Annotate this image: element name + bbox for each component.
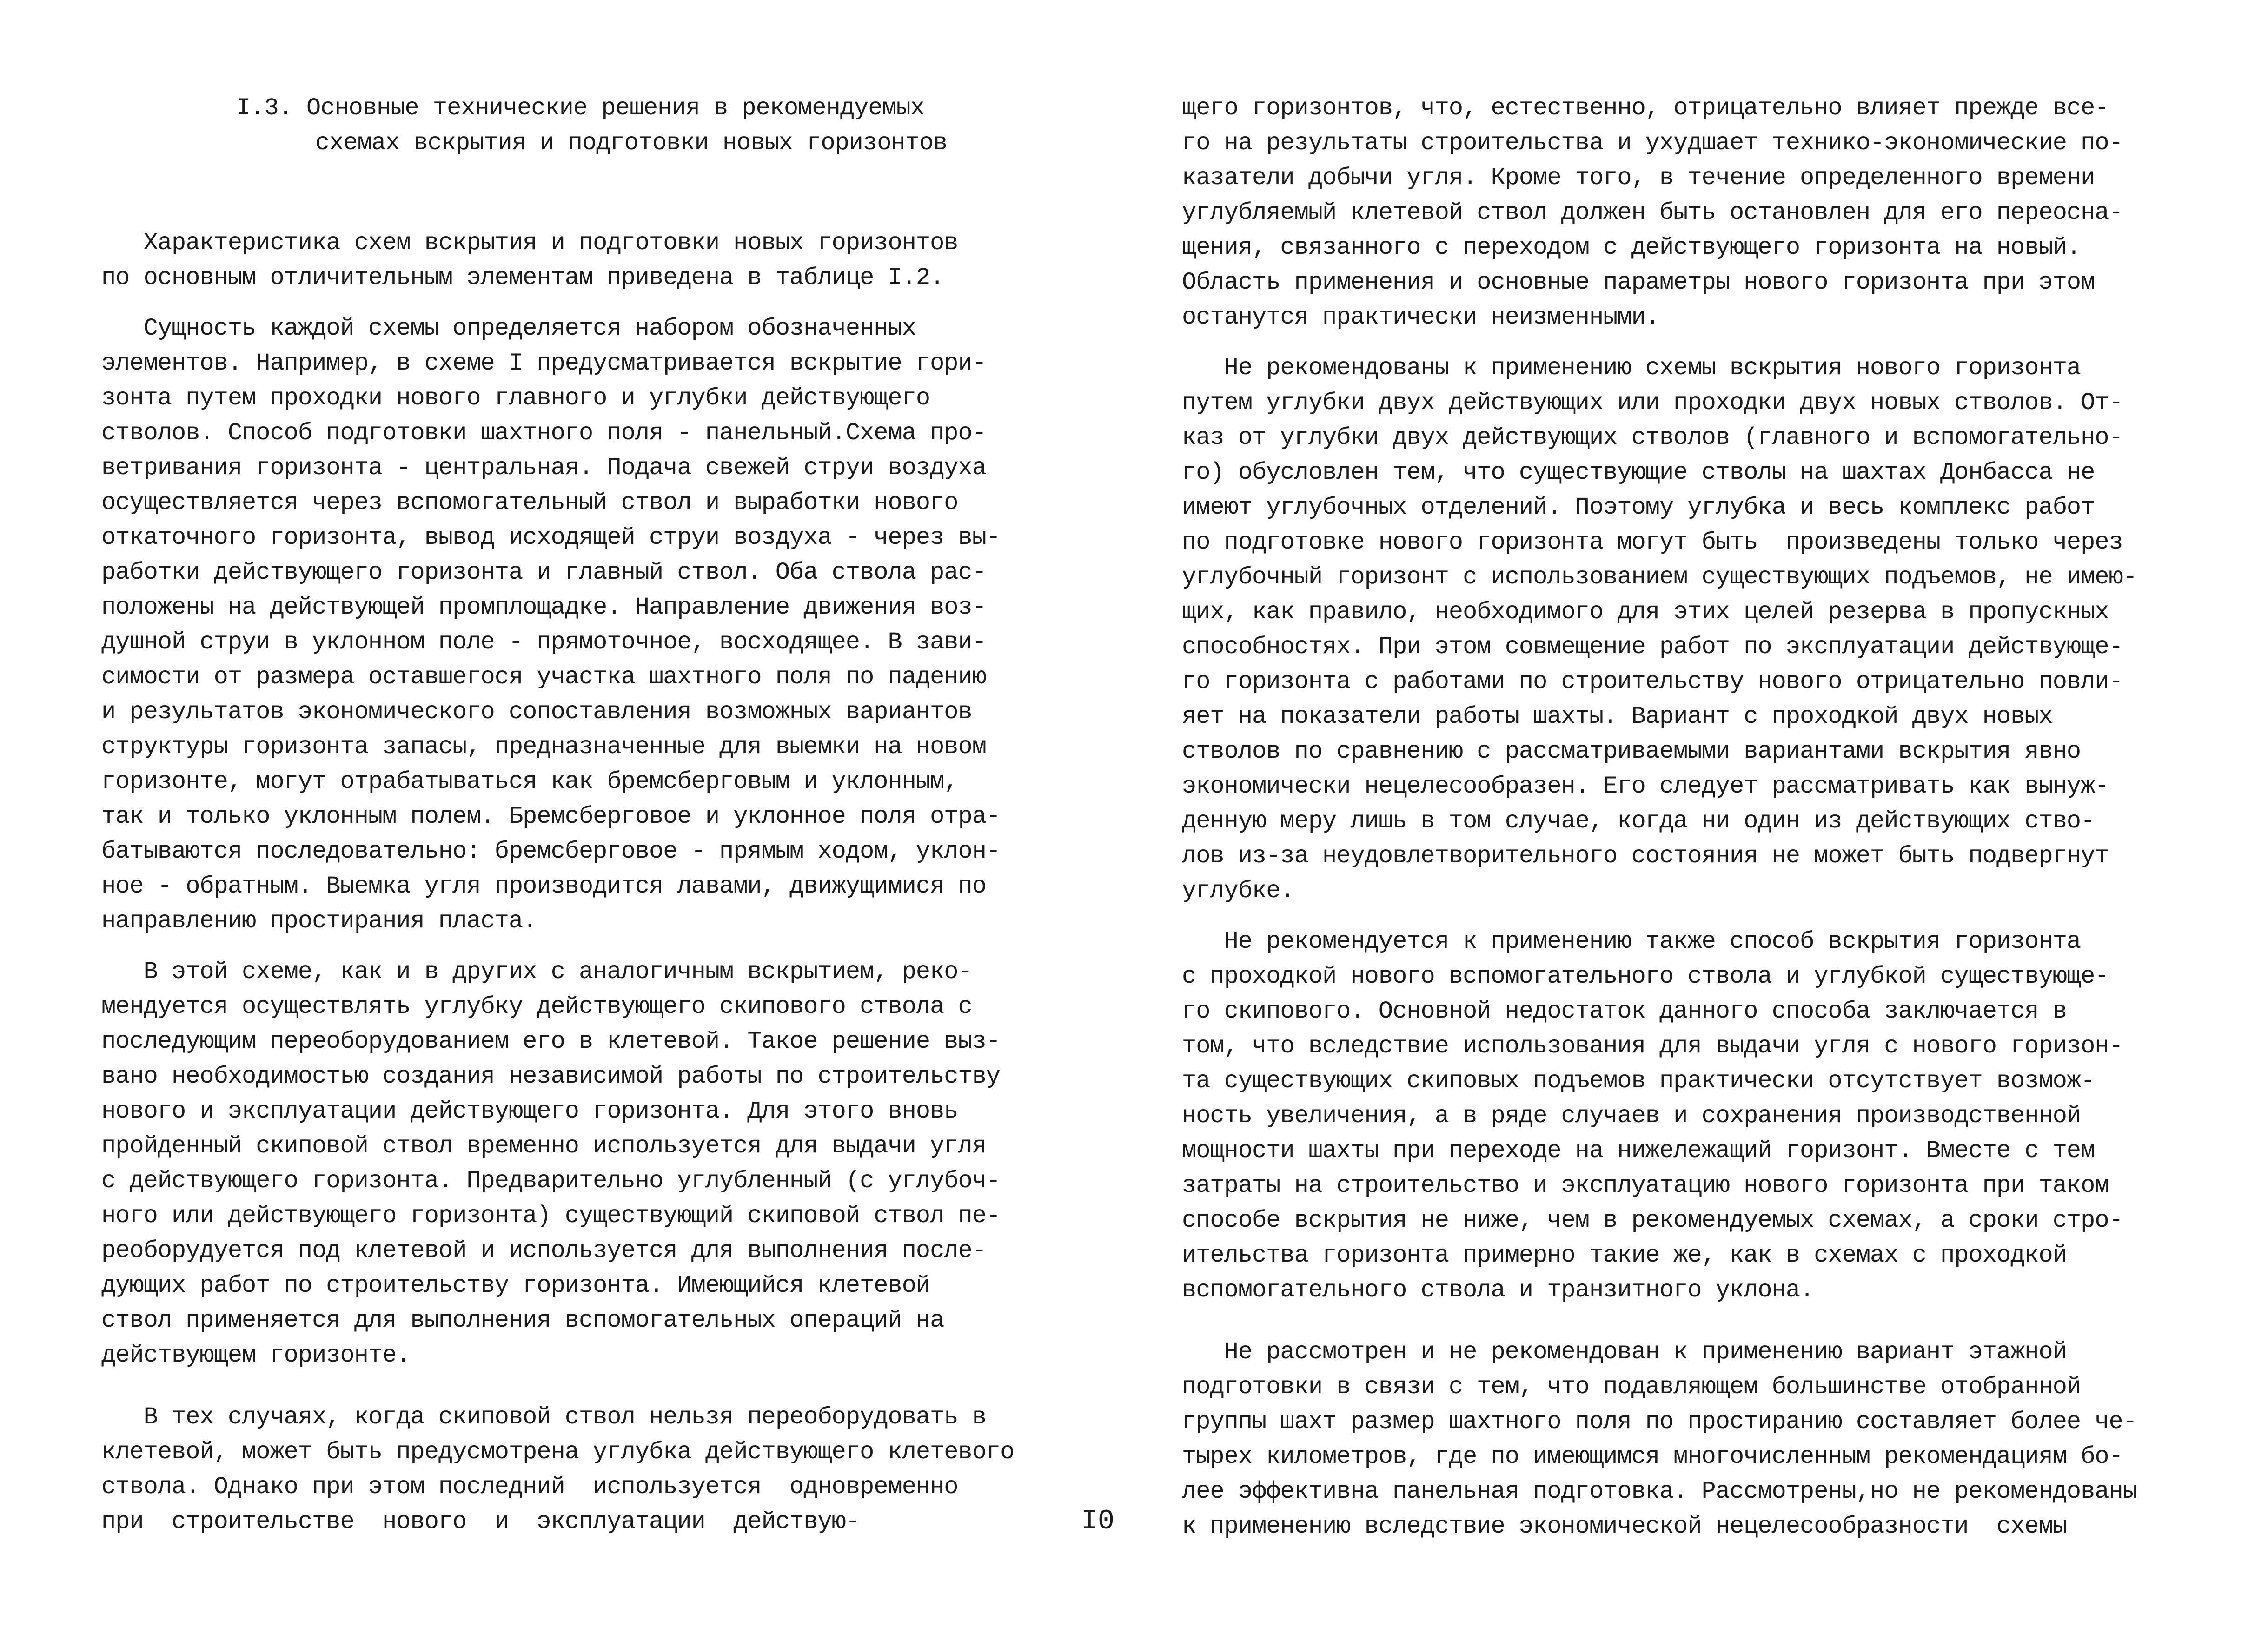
paragraph — [101, 311, 1045, 939]
page-number: I0 — [1081, 1506, 1115, 1537]
text-line: так и только уклонным полем. Бремсберговое и уклонное поля отра- — [101, 803, 1001, 830]
text-line: душной струи в уклонном поле - прямоточное, восходящее. В зави- — [101, 628, 986, 656]
text-line: го горизонта с работами по строительству нового отрицательно повли- — [1182, 668, 2123, 695]
text-line: Характеристика схем вскрытия и подготовки новых горизонтов — [101, 229, 958, 257]
text-line: Сущность каждой схемы определяется набором обозначенных — [101, 315, 916, 342]
text-line: с действующего горизонта. Предварительно углубленный (с углубоч- — [101, 1167, 1001, 1195]
text-line: реоборудуется под клетевой и используется для выполнения после- — [101, 1237, 986, 1264]
text-line: путем углубки двух действующих или проходки двух новых стволов. От- — [1182, 389, 2123, 417]
text-line: казатели добычи угля. Кроме того, в течение определенного времени — [1182, 164, 2095, 192]
text-line: ного или действующего горизонта) существующий скиповой ствол пе- — [101, 1202, 1001, 1230]
text-line: дующих работ по строительству горизонта. Имеющийся клетевой — [101, 1272, 930, 1299]
text-line: Не рекомендованы к применению схемы вскрытия нового горизонта — [1182, 354, 2081, 382]
text-line: го на результаты строительства и ухудшает технико-экономические по- — [1182, 129, 2123, 157]
right-paragraphs — [1182, 91, 2135, 1544]
text-line: В этой схеме, как и в других с аналогичным вскрытием, реко- — [101, 958, 972, 986]
text-line: при строительстве нового и эксплуатации действую- — [101, 1508, 860, 1535]
text-line: Область применения и основные параметры нового горизонта при этом — [1182, 269, 2095, 296]
text-line: направлению простирания пласта. — [101, 907, 537, 935]
text-line: ительства горизонта примерно такие же, как в схемах с проходкой — [1182, 1242, 2067, 1269]
text-line: структуры горизонта запасы, предназначенные для выемки на новом — [101, 733, 986, 761]
section-title-line-2: схемах вскрытия и подготовки новых горизонтов — [315, 129, 948, 157]
text-line: горизонте, могут отрабатываться как бремсберговым и уклонным, — [101, 768, 958, 795]
text-line: яет на показатели работы шахты. Вариант с проходкой двух новых — [1182, 703, 2053, 730]
section-title-line-1: I.3. Основные технические решения в рекомендуемых — [236, 94, 925, 122]
text-line: зонта путем проходки нового главного и углубки действующего — [101, 384, 930, 412]
paragraph — [1182, 91, 2135, 335]
text-line: том, что вследствие использования для выдачи угля с нового горизон- — [1182, 1032, 2123, 1060]
text-line: каз от углубки двух действующих стволов (главного и вспомогательно- — [1182, 424, 2123, 451]
right-page — [1134, 0, 2268, 1647]
text-line: денную меру лишь в том случае, когда ни один из действующих ство- — [1182, 807, 2095, 835]
text-line: ность увеличения, а в ряде случаев и сохранения производственной — [1182, 1102, 2081, 1130]
text-line: лее эффективна панельная подготовка. Рассмотрены,но не рекомендованы — [1182, 1478, 2137, 1505]
text-line: углубочный горизонт с использованием существующих подъемов, не имею- — [1182, 563, 2137, 591]
text-line: Не рекомендуется к применению также способ вскрытия горизонта — [1182, 928, 2081, 955]
text-line: стволов. Способ подготовки шахтного поля - панельный.Схема про- — [101, 419, 986, 447]
text-line: элементов. Например, в схеме I предусматривается вскрытие гори- — [101, 350, 986, 377]
text-line: имеют углубочных отделений. Поэтому углубка и весь комплекс работ — [1182, 494, 2095, 521]
paragraph — [1182, 351, 2135, 908]
text-line: го скипового. Основной недостаток данного способа заключается в — [1182, 998, 2067, 1025]
text-line: способностях. При этом совмещение работ по эксплуатации действующе- — [1182, 633, 2123, 661]
text-line: ное - обратным. Выемка угля производится лавами, движущимися по — [101, 873, 986, 900]
text-line: по основным отличительным элементам приведена в таблице I.2. — [101, 264, 944, 291]
text-line: тырех километров, где по имеющимся многочисленным рекомендациям бо- — [1182, 1443, 2123, 1470]
text-line: затраты на строительство и эксплуатацию нового горизонта при таком — [1182, 1172, 2109, 1199]
text-line: та существующих скиповых подъемов практически отсутствует возмож- — [1182, 1067, 2095, 1095]
text-line: щения, связанного с переходом с действующего горизонта на новый. — [1182, 234, 2081, 261]
text-line: с проходкой нового вспомогательного ствола и углубкой существующе- — [1182, 963, 2109, 990]
text-line: и результатов экономического сопоставления возможных вариантов — [101, 698, 972, 726]
text-line: ствол применяется для выполнения вспомогательных операций на — [101, 1307, 944, 1334]
paragraph — [101, 1400, 1045, 1539]
left-text-column — [101, 91, 1045, 1555]
paragraph — [101, 954, 1045, 1373]
text-line: мендуется осуществлять углубку действующего скипового ствола с — [101, 993, 972, 1020]
text-line: работки действующего горизонта и главный ствол. Оба ствола рас- — [101, 559, 986, 586]
text-line: лов из-за неудовлетворительного состояния не может быть подвергнут — [1182, 842, 2109, 870]
text-line: клетевой, может быть предусмотрена углубка действующего клетевого — [101, 1438, 1015, 1466]
text-line: по подготовке нового горизонта могут быть произведены только через — [1182, 529, 2123, 556]
paragraph — [1182, 1335, 2135, 1544]
text-line: останутся практически неизменными. — [1182, 304, 1659, 331]
text-line: подготовки в связи с тем, что подавляющем большинстве отобранной — [1182, 1373, 2081, 1401]
left-paragraphs — [101, 225, 1045, 1539]
text-line: группы шахт размер шахтного поля по простиранию составляет более че- — [1182, 1408, 2137, 1435]
section-title — [101, 91, 1045, 160]
text-line: к применению вследствие экономической нецелесообразности схемы — [1182, 1513, 2067, 1540]
text-line: пройденный скиповой ствол временно используется для выдачи угля — [101, 1132, 986, 1160]
text-line: батываются последовательно: бремсберговое - прямым ходом, уклон- — [101, 838, 1001, 865]
text-line: углубке. — [1182, 877, 1294, 905]
paragraph — [1182, 924, 2135, 1308]
text-line: положены на действующей промплощадке. Направление движения воз- — [101, 594, 986, 621]
text-line: мощности шахты при переходе на нижележащий горизонт. Вместе с тем — [1182, 1137, 2095, 1164]
text-line: щего горизонтов, что, естественно, отрицательно влияет прежде все- — [1182, 94, 2109, 122]
text-line: ствола. Однако при этом последний используется одновременно — [101, 1473, 958, 1501]
text-line: вспомогательного ствола и транзитного уклона. — [1182, 1277, 1814, 1304]
text-line: откаточного горизонта, вывод исходящей струи воздуха - через вы- — [101, 524, 1001, 551]
text-line: симости от размера оставшегося участка шахтного поля по падению — [101, 663, 986, 691]
text-line: щих, как правило, необходимого для этих целей резерва в пропускных — [1182, 598, 2109, 626]
text-line: действующем горизонте. — [101, 1342, 411, 1369]
text-line: вано необходимостью создания независимой работы по строительству — [101, 1063, 1001, 1090]
text-line: стволов по сравнению с рассматриваемыми вариантами вскрытия явно — [1182, 738, 2081, 765]
paragraph — [101, 225, 1045, 295]
text-line: осуществляется через вспомогательный ствол и выработки нового — [101, 489, 958, 516]
text-line: нового и эксплуатации действующего горизонта. Для этого вновь — [101, 1098, 958, 1125]
text-line: способе вскрытия не ниже, чем в рекомендуемых схемах, а сроки стро- — [1182, 1207, 2123, 1234]
text-line: го) обусловлен тем, что существующие стволы на шахтах Донбасса не — [1182, 459, 2095, 486]
text-line: последующим переоборудованием его в клетевой. Такое решение выз- — [101, 1028, 1001, 1055]
text-line: экономически нецелесообразен. Его следует рассматривать как вынуж- — [1182, 773, 2109, 800]
text-line: углубляемый клетевой ствол должен быть остановлен для его переосна- — [1182, 199, 2123, 226]
text-line: ветривания горизонта - центральная. Подача свежей струи воздуха — [101, 454, 986, 482]
right-text-column — [1182, 91, 2135, 1560]
text-line: Не рассмотрен и не рекомендован к применению вариант этажной — [1182, 1338, 2067, 1366]
text-line: В тех случаях, когда скиповой ствол нельзя переоборудовать в — [101, 1403, 986, 1431]
